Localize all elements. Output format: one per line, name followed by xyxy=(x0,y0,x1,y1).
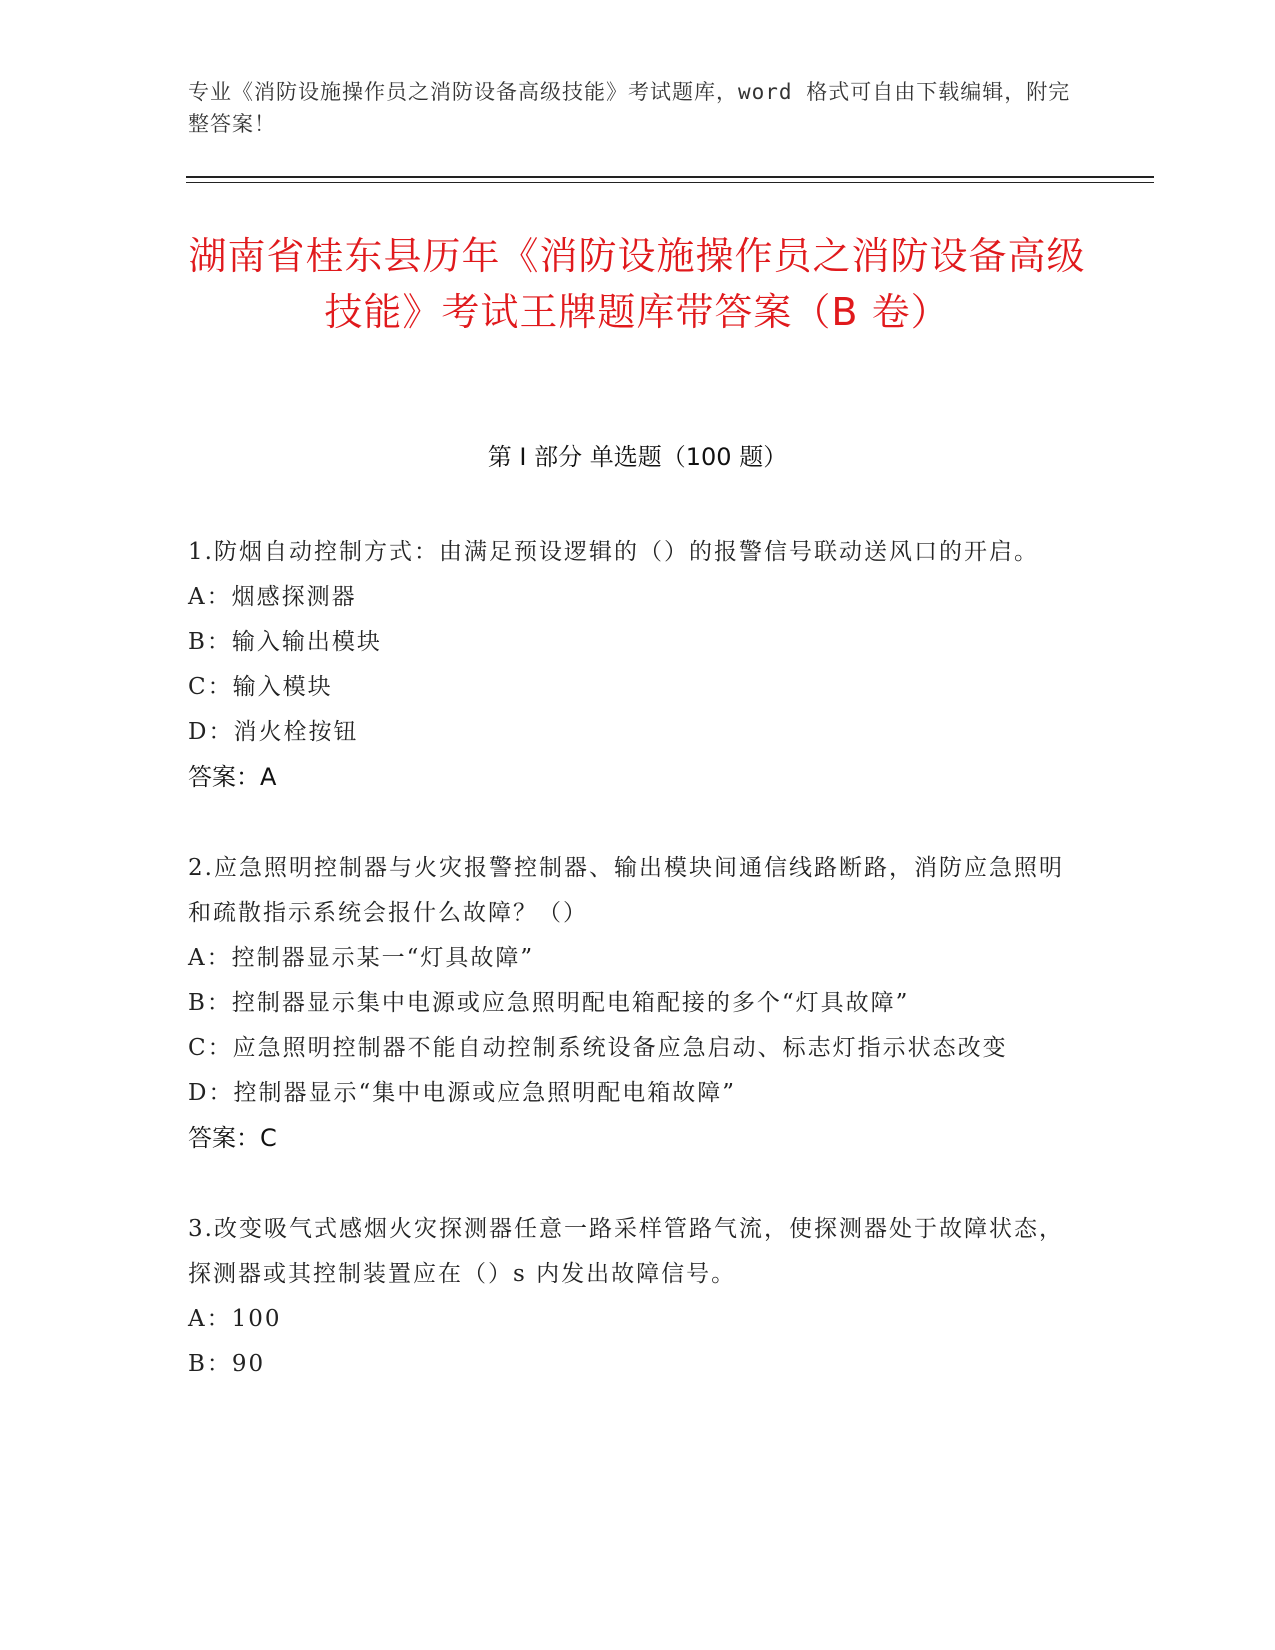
question-list xyxy=(188,530,1078,1433)
header-note: 专业《消防设施操作员之消防设备高级技能》考试题库，word 格式可自由下载编辑，附完整答案！ xyxy=(188,80,1071,136)
section-title: 第 I 部分 单选题（100 题） xyxy=(487,443,788,471)
question-option: B：控制器显示集中电源或应急照明配电箱配接的多个“灯具故障” xyxy=(188,990,910,1016)
question-option: D：消火栓按钮 xyxy=(188,719,359,745)
question-option: B：输入输出模块 xyxy=(188,629,382,655)
question-option: C：输入模块 xyxy=(188,674,333,700)
question-option: C：应急照明控制器不能自动控制系统设备应急启动、标志灯指示状态改变 xyxy=(188,1035,1008,1061)
document-title: 湖南省桂东县历年《消防设施操作员之消防设备高级技能》考试王牌题库带答案（B 卷） xyxy=(188,234,1086,334)
question-item xyxy=(188,846,1078,1161)
question-option: A：控制器显示某一“灯具故障” xyxy=(188,945,535,971)
question-item xyxy=(188,1207,1078,1387)
question-item xyxy=(188,530,1078,800)
question-stem: 3.改变吸气式感烟火灾探测器任意一路采样管路气流，使探测器处于故障状态，探测器或其控制装置应在（）s 内发出故障信号。 xyxy=(188,1216,1064,1287)
question-option: A：100 xyxy=(188,1306,282,1332)
question-stem: 2.应急照明控制器与火灾报警控制器、输出模块间通信线路断路，消防应急照明和疏散指示系统会报什么故障？（） xyxy=(188,855,1064,926)
header-divider-thin xyxy=(186,182,1154,183)
question-option: B：90 xyxy=(188,1351,266,1377)
question-stem: 1.防烟自动控制方式：由满足预设逻辑的（）的报警信号联动送风口的开启。 xyxy=(188,539,1039,565)
header-divider-thick xyxy=(186,176,1154,178)
question-answer: 答案：C xyxy=(188,1124,277,1152)
question-option: A：烟感探测器 xyxy=(188,584,357,610)
question-answer: 答案：A xyxy=(188,763,277,791)
question-option: D：控制器显示“集中电源或应急照明配电箱故障” xyxy=(188,1080,736,1106)
